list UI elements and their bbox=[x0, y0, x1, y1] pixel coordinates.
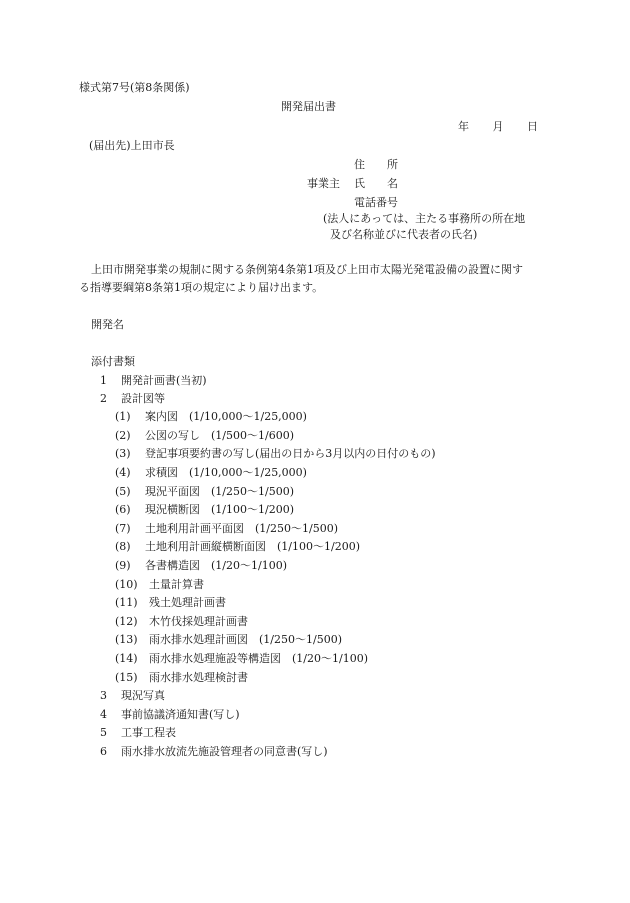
subitem-text: 現況横断図 (1/100～1/200) bbox=[145, 503, 294, 516]
date-year-label: 年 bbox=[458, 120, 469, 133]
subitem-number: (5) bbox=[115, 485, 131, 498]
subitem-number: (14) bbox=[115, 652, 138, 665]
phone-label: 電話番号 bbox=[354, 196, 398, 209]
form-number: 様式第7号(第8条関係) bbox=[79, 81, 190, 94]
subitem-number: (13) bbox=[115, 633, 138, 646]
subitem-number: (3) bbox=[115, 447, 131, 460]
body-line-1: 上田市開発事業の規制に関する条例第4条第1項及び上田市太陽光発電設備の設置に関す bbox=[91, 263, 523, 276]
subitem-number: (15) bbox=[115, 671, 138, 684]
document-title: 開発届出書 bbox=[281, 100, 336, 113]
date-month-label: 月 bbox=[492, 120, 504, 133]
subitem-text: 求積図 (1/10,000～1/25,000) bbox=[145, 466, 307, 479]
item-text: 工事工程表 bbox=[121, 726, 176, 739]
subitem-number: (11) bbox=[115, 596, 138, 609]
addressee: (届出先)上田市長 bbox=[89, 139, 175, 152]
body-line-2: る指導要綱第8条第1項の規定により届け出ます。 bbox=[79, 281, 324, 294]
date-field bbox=[458, 121, 538, 132]
item-number: 6 bbox=[100, 745, 107, 758]
subitem-text: 残土処理計画書 bbox=[149, 596, 226, 609]
subitem-text: 雨水排水処理検討書 bbox=[149, 671, 248, 684]
name-label: 氏 名 bbox=[354, 177, 398, 190]
subitem-text: 現況平面図 (1/250～1/500) bbox=[145, 485, 294, 498]
corporate-note-line2: 及び名称並びに代表者の氏名) bbox=[330, 228, 478, 241]
attachments-label: 添付書類 bbox=[91, 355, 135, 368]
subitem-text: 木竹伐採処理計画書 bbox=[149, 615, 248, 628]
item-text: 現況写真 bbox=[121, 689, 165, 702]
subitem-text: 雨水排水処理施設等構造図 (1/20～1/100) bbox=[149, 652, 368, 665]
subitem-number: (4) bbox=[115, 466, 131, 479]
subitem-text: 登記事項要約書の写し(届出の日から3月以内の日付のもの) bbox=[145, 447, 436, 460]
subitem-number: (12) bbox=[115, 615, 138, 628]
subitem-text: 各書構造図 (1/20～1/100) bbox=[145, 559, 287, 572]
item-text: 雨水排水放流先施設管理者の同意書(写し) bbox=[121, 745, 328, 758]
subitem-number: (10) bbox=[115, 578, 138, 591]
item-number: 5 bbox=[100, 726, 107, 739]
subitem-number: (2) bbox=[115, 429, 131, 442]
subitem-number: (8) bbox=[115, 540, 131, 553]
subitem-number: (7) bbox=[115, 522, 131, 535]
item-number: 4 bbox=[100, 708, 107, 721]
item-text: 設計図等 bbox=[121, 392, 165, 405]
item-text: 開発計画書(当初) bbox=[121, 374, 207, 387]
subitem-number: (6) bbox=[115, 503, 131, 516]
subitem-number: (1) bbox=[115, 410, 131, 423]
project-name-label: 開発名 bbox=[91, 318, 124, 331]
address-label: 住 所 bbox=[354, 158, 398, 171]
item-text: 事前協議済通知書(写し) bbox=[121, 708, 240, 721]
subitem-text: 土量計算書 bbox=[149, 578, 204, 591]
subitem-number: (9) bbox=[115, 559, 131, 572]
subitem-text: 土地利用計画縦横断面図 (1/100～1/200) bbox=[145, 540, 360, 553]
subitem-text: 雨水排水処理計画図 (1/250～1/500) bbox=[149, 633, 342, 646]
corporate-note-line1: (法人にあっては、主たる事務所の所在地 bbox=[323, 212, 526, 225]
applicant-label: 事業主 bbox=[307, 177, 340, 190]
subitem-text: 土地利用計画平面図 (1/250～1/500) bbox=[145, 522, 338, 535]
date-day-label: 日 bbox=[527, 120, 538, 133]
item-number: 1 bbox=[100, 374, 107, 387]
subitem-text: 公図の写し (1/500～1/600) bbox=[145, 429, 294, 442]
subitem-text: 案内図 (1/10,000～1/25,000) bbox=[145, 410, 307, 423]
item-number: 3 bbox=[100, 689, 107, 702]
item-number: 2 bbox=[100, 392, 107, 405]
